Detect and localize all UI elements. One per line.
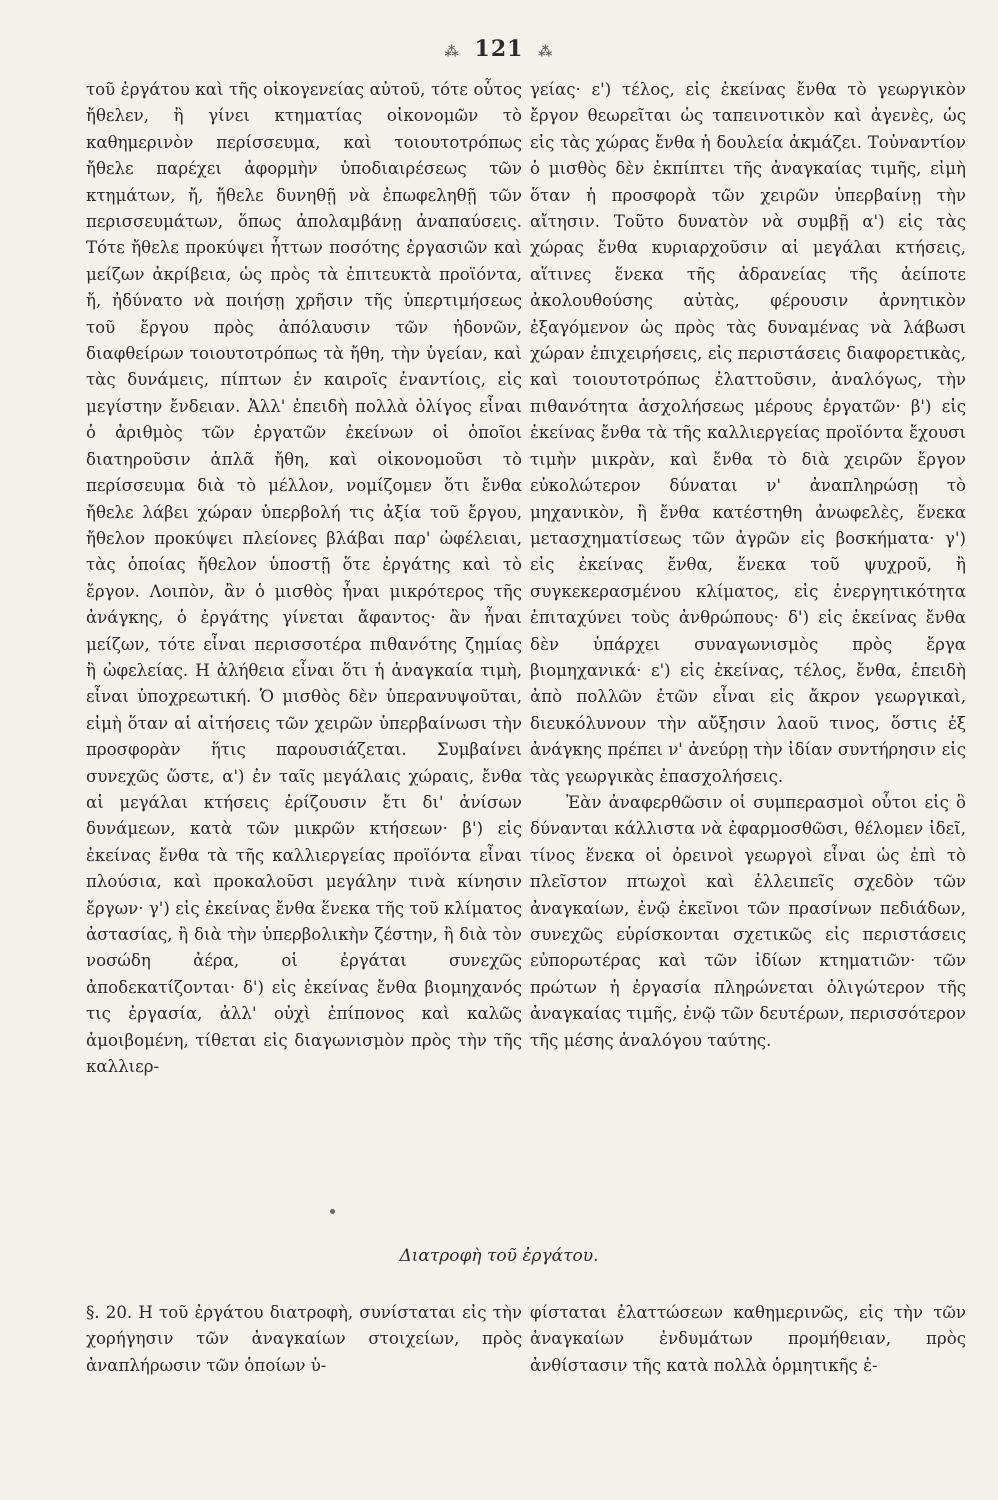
page-number-header [0,36,998,62]
ink-dot [330,1209,335,1214]
section-right-text [530,1300,966,1379]
section-paragraph-start: §. 20. Η τοῦ ἐργάτου διατροφὴ, συνίσταται εἰς τὴν χορήγησιν τῶν ἀναγκαίων στοιχείων, πρὸς ἀναπλήρωσιν τῶν ὁποίων ὑ- [86,1303,522,1375]
section-left-text [86,1300,522,1379]
right-ornament-icon: ⁂ [538,44,554,60]
right-paragraph-2: Ἐὰν ἀναφερθῶσιν οἱ συμπερασμοὶ οὗτοι εἰς ὃ δύνανται κάλλιστα νὰ ἐφαρμοσθῶσι, θέλομεν ἰδεῖ, τίνος ἕνεκα οἱ ὀρεινοὶ γεωργοὶ εἶναι ὡς ἐπὶ τὸ πλεῖστον πτωχοὶ καὶ ἐλλειπεῖς σχεδὸν τῶν ἀναγκαίων, ἐνῷ ἐκεῖνοι τῶν πρασίνων πεδιάδων, συνεχῶς εὑρίσκονται σχετικῶς εἰς περιστάσεις εὐπορωτέρας καὶ τῶν ἰδίων κτηματιῶν· τῶν πρώτων ἡ ἐργασία πληρώνεται ὀλιγώτερον τῆς ἀναγκαίας τιμῆς, ἐνῷ τῶν δευτέρων, περισσότερον τῆς μέσης ἀναλόγου ταύτης. [530,792,966,1050]
right-paragraph-1: γείας· ε') τέλος, εἰς ἐκείνας ἔνθα τὸ γεωργικὸν ἔργον θεωρεῖται ὡς ταπεινοτικὸν καὶ ἀγενὲς, ὡς εἰς τὰς χώρας ἔνθα ἡ δουλεία ἀκμάζει. Τοὐναντίον ὁ μισθὸς δὲν ἐκπίπτει τῆς ἀναγκαίας τιμῆς, εἰμὴ ὅταν ἡ προσφορὰ τῶν χειρῶν ὑπερβαίνῃ τὴν αἴτησιν. Τοῦτο δυνατὸν νὰ συμβῇ α') εἰς τὰς χώρας ἔνθα κυριαρχοῦσιν αἱ μεγάλαι κτήσεις, αἵτινες ἕνεκα τῆς ἀδρανείας τῆς ἀείποτε ἀκολουθούσης αὐτὰς, φέρουσιν ἀρνητικὸν ἐξαγόμενον ὡς πρὸς τὰς δυναμένας νὰ λάβωσι χώραν ἐπιχειρήσεις, εἰς περιστάσεις διαφορετικὰς, καὶ τοιουτοτρόπως ἐλαττοῦσιν, ἀναλόγως, τὴν πιθανότητα ἀσχολήσεως μέρους ἐργατῶν· β') εἰς ἐκείνας ἔνθα τὰ τῆς καλλιεργείας προϊόντα ἔχουσι τιμὴν μικρὰν, καὶ ἔνθα τὸ διὰ χειρῶν ἔργον εὐκολώτερον δύναται ν' ἀναπληρώσῃ τὸ μηχανικὸν, ἢ ἔνθα κατέστηθη ἀνωφελὲς, ἕνεκα μετασχηματίσεως τῶν ἀγρῶν εἰς βοσκήματα· γ') εἰς ἐκείνας ἔνθα, ἕνεκα τοῦ ψυχροῦ, ἢ συγκεκερασμένου κλίματος, εἰς ἐνεργητικότητα ἐπιταχύνει τοὺς ἀνθρώπους· δ') εἰς ἐκείνας ἔνθα δὲν ὑπάρχει συναγωνισμὸς πρὸς ἔργα βιομηχανικά· ε') εἰς ἐκείνας, τέλος, ἔνθα, ἐπειδὴ ἀπὸ πολλῶν ἐτῶν εἶναι εἰς ἄκρον γεωργικαὶ, διευκόλυνουν τὴν αὔξησιν λαοῦ τινος, ὅστις ἐξ ἀνάγκης πρέπει ν' ἀνεύρῃ τὴν ἰδίαν συντήρησιν εἰς τὰς γεωργικὰς ἐπασχολήσεις. [530,80,966,786]
right-column [530,77,966,1054]
section-paragraph-continued: φίσταται ἐλαττώσεων καθημερινῶς, εἰς τὴν τῶν ἀναγκαίων ἐνδυμάτων προμήθειαν, πρὸς ἀνθίστασιν τῆς κατὰ πολλὰ ὁρμητικῆς ἐ- [530,1303,966,1375]
page-number: 121 [474,36,524,62]
left-paragraph-1: τοῦ ἐργάτου καὶ τῆς οἰκογενείας αὐτοῦ, τότε οὗτος ἤθελεν, ἢ γίνει κτηματίας οἰκονομῶν τὸ καθημερινὸν περίσσευμα, καὶ τοιουτοτρόπως ἤθελε παρέχει ἀφορμὴν ὑποδιαιρέσεως τῶν κτημάτων, ἤ, ἤθελε δυνηθῇ νὰ ἐπωφεληθῇ τῶν περισσευμάτων, ὅπως ἀπολαμβάνῃ ἀναπαύσεις. Τότε ἤθελε προκύψει ἧττων ποσότης ἐργασιῶν καὶ μείζων ἀκρίβεια, ὡς πρὸς τὰ ἐπιτευκτὰ προϊόντα, ἤ, ἠδύνατο νὰ ποιήσῃ χρῆσιν τῆς ὑπερτιμήσεως τοῦ ἔργου πρὸς ἀπόλαυσιν τῶν ἡδονῶν, διαφθείρων τοιουτοτρόπως τὰ ἤθη, τὴν ὑγείαν, καὶ τὰς δυνάμεις, πίπτων ἐν καιροῖς ἐναντίοις, εἰς μεγίστην ἔνδειαν. Ἀλλ' ἐπειδὴ πολλὰ ὀλίγος εἶναι ὁ ἀριθμὸς τῶν ἐργατῶν ἐκείνων οἱ ὁποῖοι διατηροῦσιν ἁπλᾶ ἤθη, καὶ οἰκονομοῦσι τὸ περίσσευμα διὰ τὸ μέλλον, νομίζομεν ὅτι ἔνθα ἤθελε λάβει χώραν ὑπερβολή τις ἀξία τοῦ ἔργου, ἤθελον προκύψει πλείονες βλάβαι παρ' ὠφέλειαι, τὰς ὁποίας ἤθελον ὑποστῇ ὅτε ἐργάτης καὶ τὸ ἔργον. Λοιπὸν, ἂν ὁ μισθὸς ἦναι μικρότερος τῆς ἀνάγκης, ὁ ἐργάτης γίνεται ἄφαντος· ἂν ἦναι μείζων, τότε εἶναι περισσοτέρα πιθανότης ζημίας ἢ ὠφελείας. Η ἀλήθεια εἶναι ὅτι ἡ ἀναγκαία τιμὴ, εἶναι ὑποχρεωτική. Ὁ μισθὸς δὲν ὑπερανυψοῦται, εἰμὴ ὅταν αἱ αἰτήσεις τῶν χειρῶν ὑπερβαίνωσι τὴν προσφορὰν ἥτις παρουσιάζεται. Συμβαίνει συνεχῶς ὥστε, α') ἐν ταῖς μεγάλαις χώραις, ἔνθα αἱ μεγάλαι κτήσεις ἐρίζουσιν ἔτι δι' ἀνίσων δυνάμεων, κατὰ τῶν μικρῶν κτήσεων· β') εἰς ἐκείνας ἔνθα τὰ τῆς καλλιεργείας προϊόντα εἶναι πλούσια, καὶ προκαλοῦσι μεγάλην τινὰ κίνησιν ἔργων· γ') εἰς ἐκείνας ἔνθα ἕνεκα τῆς τοῦ κλίματος ἀστασίας, ἢ διὰ τὴν ὑπερβολικὴν ζέστην, ἢ διὰ τὸν νοσώδη ἀέρα, οἱ ἐργάται συνεχῶς ἀποδεκατίζονται· δ') εἰς ἐκείνας ἔνθα βιομηχανός τις ἐργασία, ἀλλ' οὐχὶ ἐπίπονος καὶ καλῶς ἀμοιβομένη, τίθεται εἰς διαγωνισμὸν πρὸς τὴν τῆς καλλιερ- [86,80,522,1077]
section-heading: Διατροφὴ τοῦ ἐργάτου. [399,1246,599,1266]
left-ornament-icon: ⁂ [444,44,460,60]
left-column [86,77,522,1080]
